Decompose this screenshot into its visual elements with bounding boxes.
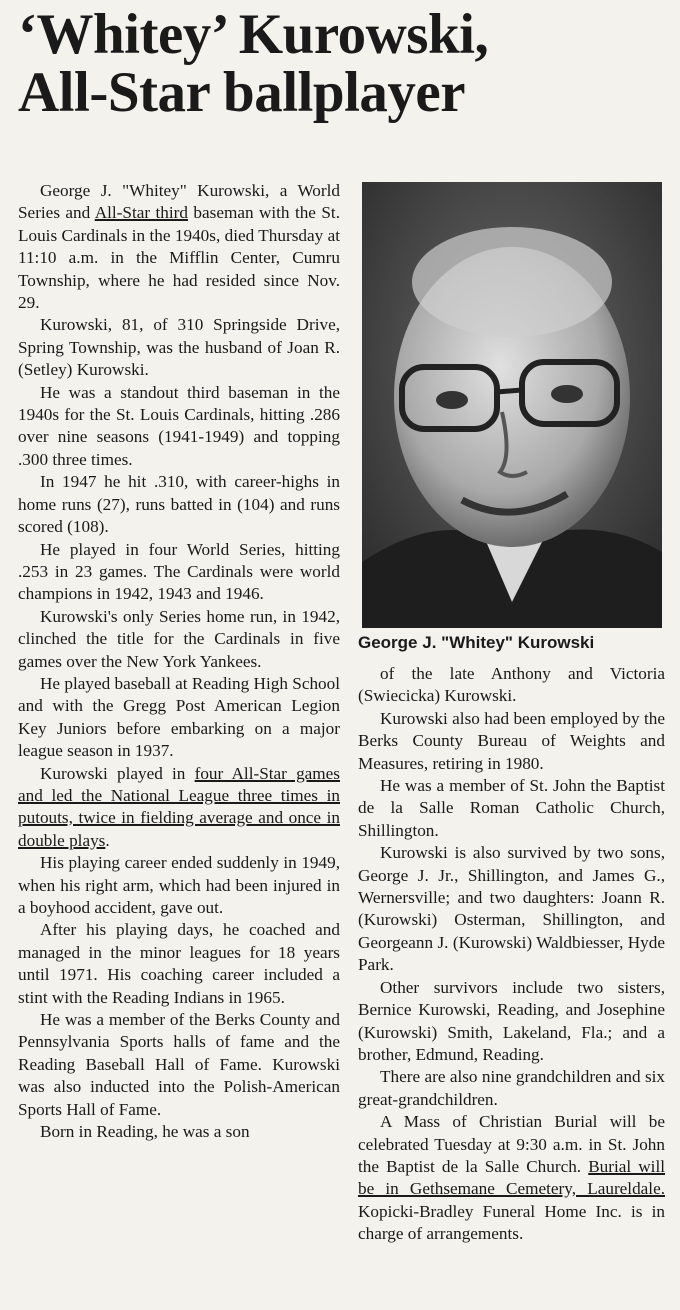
headline (18, 3, 668, 124)
headline-line-2: All-Star ballplayer (18, 61, 466, 124)
paragraph (358, 1111, 665, 1245)
headline-line-1: ‘Whitey’ Kurowski, (18, 3, 489, 66)
paragraph-text: He was a member of St. John the Baptist de la Salle Roman Catholic Church, Shillington. (358, 776, 665, 840)
paragraph (18, 314, 340, 381)
paragraph-text: Born in Reading, he was a son (40, 1122, 250, 1142)
paragraph-text: Kurowski also had been employed by the Berks County Bureau of Weights and Measures, retiring in 1980. (358, 708, 665, 773)
paragraph (358, 842, 665, 976)
paragraph (18, 382, 340, 472)
paragraph-text: A Mass of Christian Burial will be celebrated Tuesday at 9:30 a.m. in St. John the Baptist de la Salle Church. (358, 1112, 665, 1176)
paragraph (358, 1066, 665, 1111)
paragraph (18, 763, 340, 853)
portrait-illustration (362, 182, 662, 628)
paragraph-text: Kurowski played in (40, 763, 195, 783)
paragraph (358, 977, 665, 1067)
paragraph-text: baseman with the St. Louis Cardinals in the 1940s, died Thursday at 11:10 a.m. in the Mifflin Center, Cumru Township, where he had resided since Nov. 29. (18, 203, 340, 313)
paragraph (358, 708, 665, 775)
paragraph-text: Kopicki-Bradley Funeral Home Inc. is in charge of arrangements. (358, 1201, 665, 1244)
paragraph (18, 852, 340, 919)
underlined-text: four All-Star games and led the National League three times in putouts, twice in fielding average and once in double plays (18, 763, 340, 850)
underlined-text: All-Star third (94, 203, 188, 223)
paragraph-text: There are also nine grandchildren and six great-grandchildren. (358, 1067, 665, 1109)
paragraph-text: George J. "Whitey" Kurowski, a World Series and (18, 181, 340, 223)
paragraph-text: He played baseball at Reading High School and with the Gregg Post American Legion Key Juniors before embarking on a major league season in 1937. (18, 673, 340, 761)
portrait-photo (362, 182, 662, 628)
photo-caption: George J. "Whitey" Kurowski (358, 633, 595, 652)
paragraph (18, 673, 340, 763)
right-column (358, 663, 665, 1246)
paragraph-text: He played in four World Series, hitting .253 in 23 games. The Cardinals were world champions in 1942, 1943 and 1946. (18, 539, 340, 604)
paragraph (358, 775, 665, 842)
paragraph (18, 539, 340, 606)
paragraph-text: He was a member of the Berks County and Pennsylvania Sports halls of fame and the Reading Baseball Hall of Fame. Kurowski was also inducted into the Polish-American Sports Hall of Fame. (18, 1010, 340, 1119)
paragraph (18, 180, 340, 314)
paragraph-text: His playing career ended suddenly in 1949, when his right arm, which had been injured in a boyhood accident, gave out. (18, 853, 340, 917)
left-column (18, 180, 340, 1143)
paragraph-text: . (105, 830, 110, 850)
paragraph (18, 1009, 340, 1121)
paragraph-text: After his playing days, he coached and managed in the minor leagues for 18 years until 1971. His coaching career included a stint with the Reading Indians in 1965. (18, 920, 340, 1007)
underlined-text: Burial will be in Gethsemane Cemetery, Laureldale. (358, 1156, 666, 1199)
paragraph-text: Kurowski, 81, of 310 Springside Drive, Spring Township, was the husband of Joan R. (Setley) Kurowski. (18, 315, 340, 380)
paragraph (18, 471, 340, 538)
paragraph-text: In 1947 he hit .310, with career-highs in home runs (27), runs batted in (104) and runs scored (108). (18, 472, 340, 537)
paragraph (18, 606, 340, 673)
paragraph-text: of the late Anthony and Victoria (Swiecicka) Kurowski. (358, 664, 665, 706)
paragraph-text: Other survivors include two sisters, Bernice Kurowski, Reading, and Josephine (Kurowski) Smith, Lakeland, Fla.; and a brother, Edmund, Reading. (358, 977, 665, 1064)
paragraph (18, 1121, 340, 1143)
paragraph-text: Kurowski's only Series home run, in 1942, clinched the title for the Cardinals in five games over the New York Yankees. (18, 606, 340, 671)
paragraph-text: He was a standout third baseman in the 1940s for the St. Louis Cardinals, hitting .286 over nine seasons (1941-1949) and topping .300 three times. (18, 382, 340, 469)
paragraph (18, 919, 340, 1009)
paragraph-text: Kurowski is also survived by two sons, George J. Jr., Shillington, and James G., Wernersville; and two daughters: Joann R. (Kurowski) Osterman, Shillington, and Georgeann J. (Kurowski) Waldbiesser, Hyde Park. (358, 843, 665, 975)
paragraph (358, 663, 665, 708)
